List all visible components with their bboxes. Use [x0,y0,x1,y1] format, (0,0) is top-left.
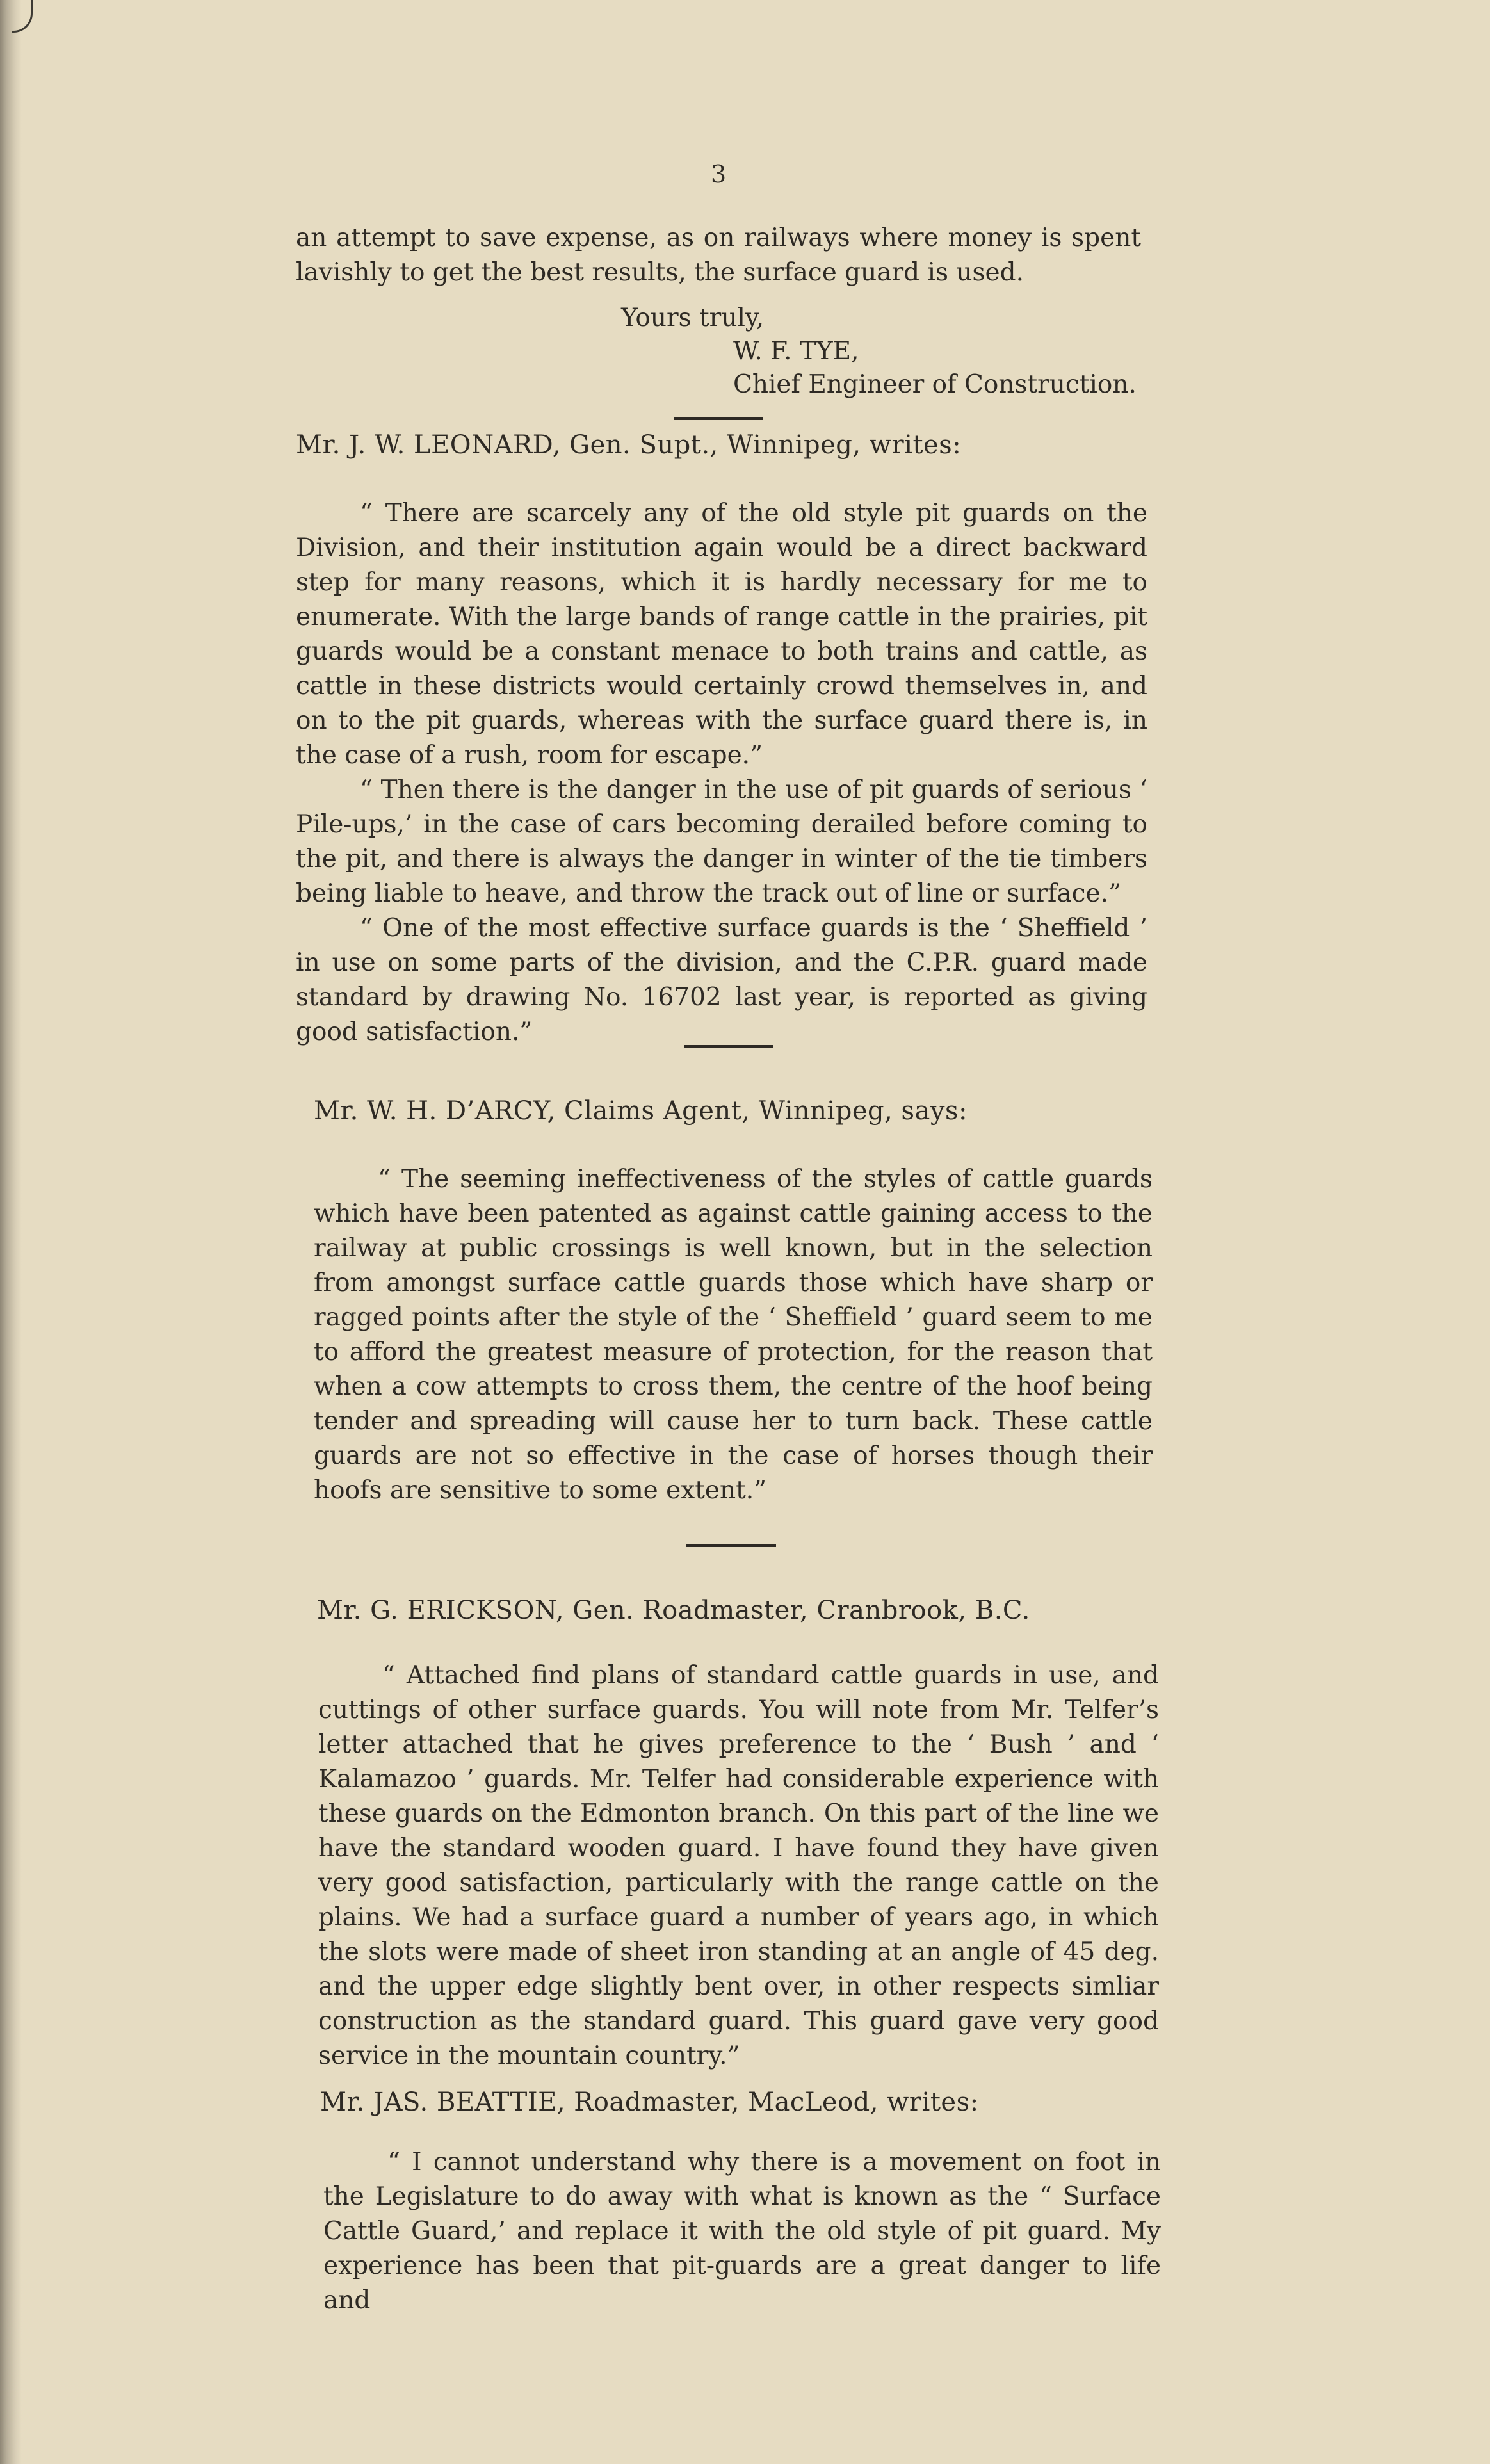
section-heading-leonard: Mr. J. W. LEONARD, Gen. Supt., Winnipeg, writes: [296,430,962,460]
signoff-title: Chief Engineer of Construction. [733,370,1137,399]
binding-mark [12,0,33,33]
section-heading-erickson: Mr. G. ERICKSON, Gen. Roadmaster, Cranbrook, B.C. [317,1596,1030,1625]
section-leonard-body [296,496,1147,1050]
signoff-name: W. F. TYE, [733,337,859,366]
signoff-closing: Yours truly, [621,304,765,332]
section-divider [674,417,763,420]
section-heading-beattie: Mr. JAS. BEATTIE, Roadmaster, MacLeod, writes: [320,2087,979,2117]
section-darcy-body [314,1162,1153,1508]
section-erickson-body [318,1658,1159,2073]
paragraph: “ The seeming ineffectiveness of the styles of cattle guards which have been patented as against cattle gaining access to the railway at public crossings is well known, but in the selection from amongst surface cattle guards those which have sharp or ragged points after the style of the ‘ Sheffield ’ guard seem to me to afford the greatest measure of protection, for the reason that when a cow attempts to cross them, the centre of the hoof being tender and spreading will cause her to turn back. These cattle guards are not so effective in the case of horses though their hoofs are sensitive to some extent.” [314,1165,1153,1505]
book-spine-shadow [0,0,22,2464]
section-divider [686,1544,776,1547]
section-divider [684,1045,773,1048]
page-number: 3 [711,160,727,188]
paragraph: “ Attached find plans of standard cattle guards in use, and cuttings of other surface guards. You will note from Mr. Telfer’s letter attached that he gives preference to the ‘ Bush ’ and ‘ Kalamazoo ’ guards. Mr. Telfer had considerable experience with these guards on the Edmonton branch. On this part of the line we have the standard wooden guard. I have found they have given very good satisfaction, particularly with the range cattle on the plains. We had a surface guard a number of years ago, in which the slots were made of sheet iron standing at an angle of 45 deg. and the upper edge slightly bent over, in other respects simliar construction as the standard guard. This guard gave very good service in the mountain country.” [318,1661,1159,2070]
paragraph: “ I cannot understand why there is a movement on foot in the Legislature to do away with what is known as the “ Surface Cattle Guard,’ and replace it with the old style of pit guard. My experience has been that pit-guards are a great danger to life and [323,2148,1161,2315]
paragraph: “ One of the most effective surface guards is the ‘ Sheffield ’ in use on some parts of the division, and the C.P.R. guard made standard by drawing No. 16702 last year, is reported as giving good satisfaction.” [296,914,1147,1046]
paragraph: “ Then there is the danger in the use of pit guards of serious ‘ Pile-ups,’ in the case of cars becoming derailed before coming to the pit, and there is always the danger in winter of the tie timbers being liable to heave, and throw the track out of line or surface.” [296,775,1147,908]
opening-paragraph: an attempt to save expense, as on railways where money is spent lavishly to get the best results, the surface guard is used. [296,223,1141,287]
paragraph: “ There are scarcely any of the old style pit guards on the Division, and their institution again would be a direct backward step for many reasons, which it is hardly necessary for me to enumerate. With the large bands of range cattle in the prairies, pit guards would be a constant menace to both trains and cattle, as cattle in these districts would certainly crowd themselves in, and on to the pit guards, whereas with the surface guard there is, in the case of a rush, room for escape.” [296,499,1147,770]
section-heading-darcy: Mr. W. H. D’ARCY, Claims Agent, Winnipeg, says: [314,1096,968,1126]
section-beattie-body [323,2145,1161,2318]
